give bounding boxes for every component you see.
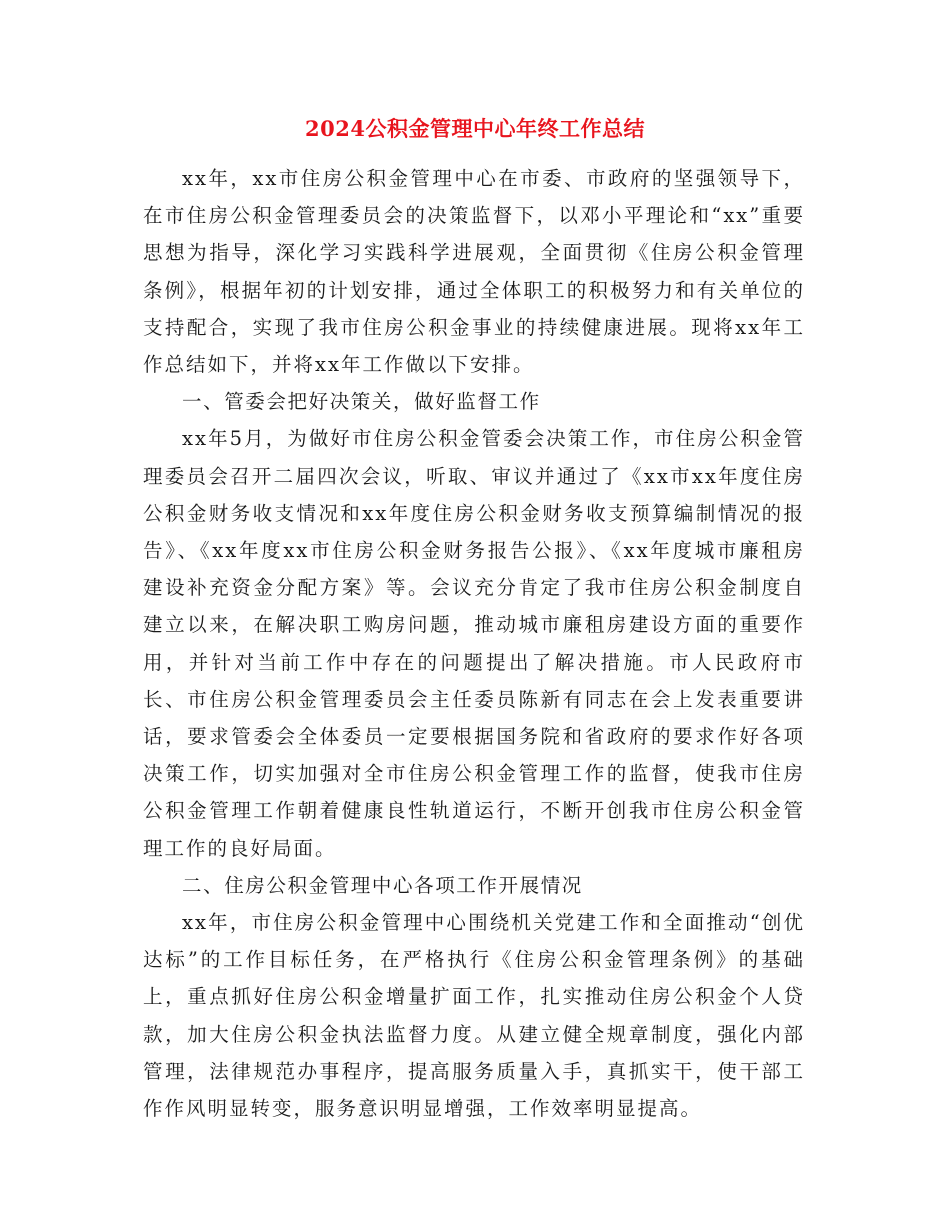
document-body — [143, 160, 805, 1127]
section-heading-2: 二、住房公积金管理中心各项工作开展情况 — [182, 873, 583, 897]
paragraph-section-1: xx年5月，为做好市住房公积金管委会决策工作，市住房公积金管理委员会召开二届四次会议，听取、审议并通过了《xx市xx年度住房公积金财务收支情况和xx年度住房公积金财务收支预算编制情况的报告》、《xx年度xx市住房公积金财务报告公报》、《xx年度城市廉租房建设补充资金分配方案》等。会议充分肯定了我市住房公积金制度自建立以来，在解决职工购房问题，推动城市廉租房建设方面的重要作用，并针对当前工作中存在的问题提出了解决措施。市人民政府市长、市住房公积金管理委员会主任委员陈新有同志在会上发表重要讲话，要求管委会全体委员一定要根据国务院和省政府的要求作好各项决策工作，切实加强对全市住房公积金管理工作的监督，使我市住房公积金管理工作朝着健康良性轨道运行，不断开创我市住房公积金管理工作的良好局面。 — [143, 427, 805, 860]
section-heading-1: 一、管委会把好决策关，做好监督工作 — [182, 390, 541, 414]
document-title: 2024公积金管理中心年终工作总结 — [305, 116, 645, 141]
paragraph-section-2: xx年，市住房公积金管理中心围绕机关党建工作和全面推动“创优达标”的工作目标任务，在严格执行《住房公积金管理条例》的基础上，重点抓好住房公积金增量扩面工作，扎实推动住房公积金个人贷款，加大住房公积金执法监督力度。从建立健全规章制度，强化内部管理，法律规范办事程序，提高服务质量入手，真抓实干，使干部工作作风明显转变，服务意识明显增强，工作效率明显提高。 — [143, 911, 805, 1121]
paragraph-intro: xx年，xx市住房公积金管理中心在市委、市政府的坚强领导下，在市住房公积金管理委员会的决策监督下，以邓小平理论和“xx”重要思想为指导，深化学习实践科学进展观，全面贯彻《住房公积金管理条例》，根据年初的计划安排，通过全体职工的积极努力和有关单位的支持配合，实现了我市住房公积金事业的持续健康进展。现将xx年工作总结如下，并将xx年工作做以下安排。 — [143, 167, 805, 377]
